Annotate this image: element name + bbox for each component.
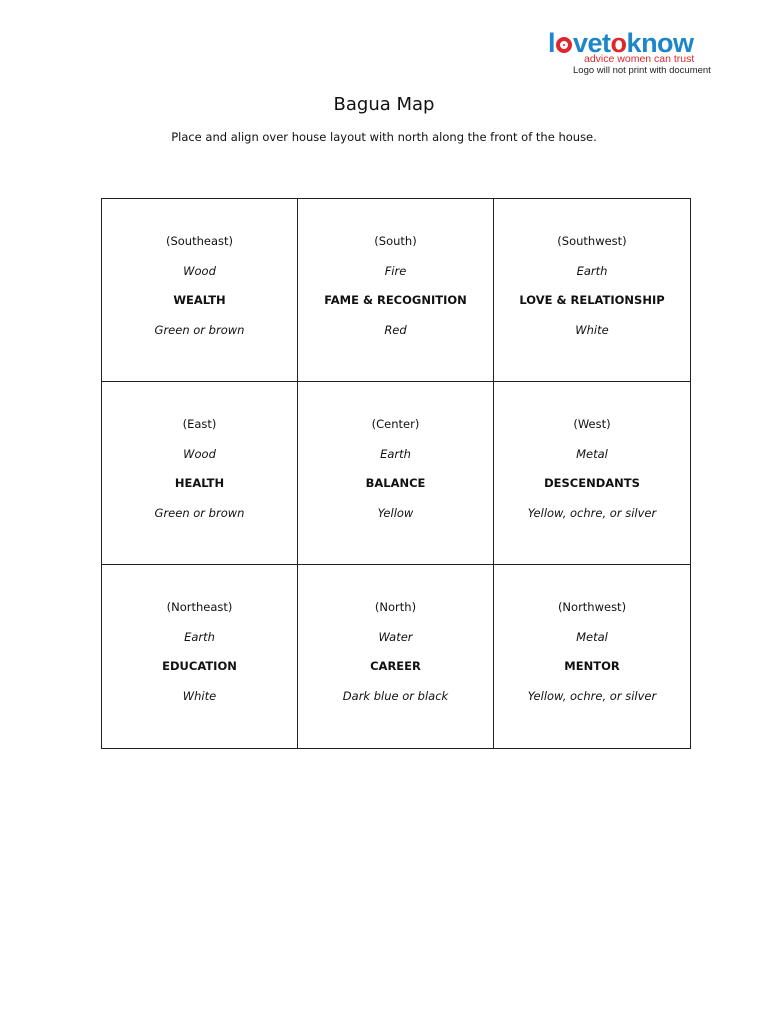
logo-letter-l: l	[548, 28, 556, 58]
cell-colors: Green or brown	[154, 505, 245, 520]
bagua-cell-south	[298, 199, 494, 382]
cell-direction: (East)	[182, 417, 217, 431]
cell-direction: (Northeast)	[166, 600, 233, 614]
cell-life-area: FAME & RECOGNITION	[324, 293, 467, 307]
cell-life-area: DESCENDANTS	[544, 476, 640, 490]
lovetoknow-logo	[548, 28, 748, 76]
logo-heart-o-icon	[556, 37, 572, 53]
cell-life-area: CAREER	[370, 659, 421, 673]
bagua-cell-southeast	[102, 199, 298, 382]
bagua-grid	[101, 198, 691, 749]
cell-colors: White	[575, 322, 609, 337]
cell-element: Earth	[184, 629, 215, 644]
bagua-cell-east	[102, 382, 298, 565]
bagua-cell-center	[298, 382, 494, 565]
cell-colors: Dark blue or black	[342, 688, 449, 703]
document-title: Bagua Map	[333, 94, 435, 115]
bagua-cell-northeast	[102, 565, 298, 748]
cell-colors: Yellow, ochre, or silver	[527, 505, 657, 520]
document-subtitle: Place and align over house layout with north along the front of the house.	[171, 130, 597, 144]
cell-direction: (West)	[573, 417, 611, 431]
logo-wordmark-end: know	[626, 28, 694, 58]
cell-direction: (Southeast)	[165, 234, 234, 248]
cell-element: Wood	[183, 263, 216, 278]
cell-direction: (Center)	[371, 417, 420, 431]
cell-element: Metal	[576, 446, 608, 461]
cell-life-area: HEALTH	[174, 476, 225, 490]
cell-element: Water	[378, 629, 413, 644]
cell-direction: (South)	[374, 234, 417, 248]
cell-colors: Green or brown	[154, 322, 245, 337]
cell-element: Wood	[183, 446, 216, 461]
bagua-cell-west	[494, 382, 690, 565]
logo-tagline: advice women can trust	[584, 53, 695, 65]
cell-colors: Yellow, ochre, or silver	[527, 688, 657, 703]
cell-life-area: WEALTH	[173, 293, 226, 307]
cell-life-area: MENTOR	[564, 659, 620, 673]
cell-direction: (Southwest)	[557, 234, 627, 248]
cell-element: Earth	[576, 263, 608, 278]
bagua-cell-north	[298, 565, 494, 748]
bagua-cell-northwest	[494, 565, 690, 748]
bagua-cell-southwest	[494, 199, 690, 382]
logo-print-note: Logo will not print with document	[573, 65, 711, 76]
cell-life-area: EDUCATION	[162, 659, 237, 673]
cell-life-area: BALANCE	[365, 476, 426, 490]
cell-element: Earth	[380, 446, 411, 461]
cell-element: Fire	[384, 263, 407, 278]
cell-direction: (Northwest)	[557, 600, 627, 614]
logo-wordmark-o: o	[610, 28, 627, 58]
cell-colors: Yellow	[377, 505, 414, 520]
logo-wordmark-middle: vet	[573, 28, 611, 58]
cell-direction: (North)	[374, 600, 417, 614]
cell-element: Metal	[576, 629, 608, 644]
cell-life-area: LOVE & RELATIONSHIP	[519, 293, 665, 307]
cell-colors: Red	[384, 322, 407, 337]
cell-colors: White	[182, 688, 217, 703]
